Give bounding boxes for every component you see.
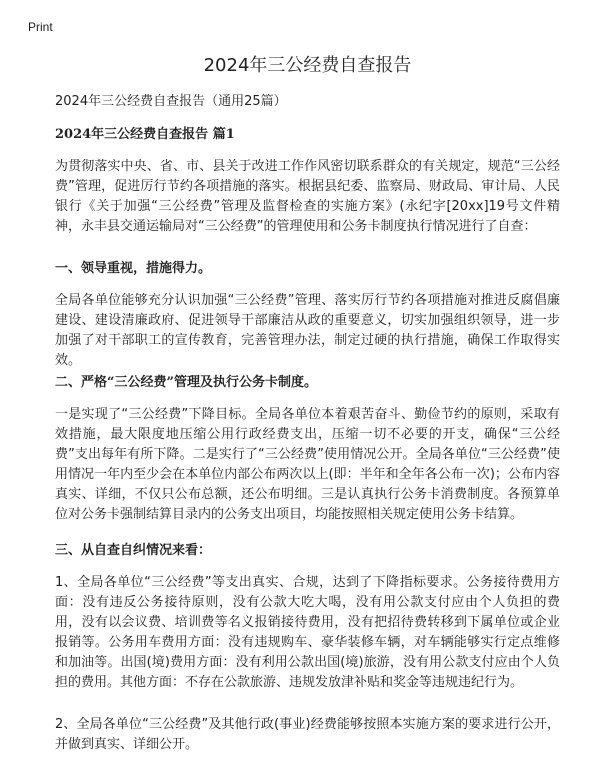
section-heading-2: 二、严格“三公经费”管理及执行公务卡制度。 xyxy=(55,375,317,390)
paragraph-2: 一是实现了“三公经费”下降目标。全局各单位本着艰苦奋斗、勤俭节约的原则，采取有效措施，最大限度地压缩公用行政经费支出，压缩一切不必要的开支，确保“三公经费”支出每年有所下降。二是实行了“三公经费”使用情况公开。全局各单位“三公经费”使用情况一年内至少会在本单位内部公布两次以上(即：半年和全年各公布一次)；公布内容真实、详细，不仅只公布总额，还公布明细。三是认真执行公务卡消费制度。各预算单位对公务卡强制结算目录内的公务支出项目，均能按照相关规定使用公务卡结算。 xyxy=(55,407,560,522)
document-subtitle: 2024年三公经费自查报告（通用25篇） xyxy=(55,94,287,109)
intro-paragraph: 为贯彻落实中央、省、市、县关于改进工作作风密切联系群众的有关规定，规范“三公经费”管理，促进厉行节约各项措施的落实。根据县纪委、监察局、财政局、审计局、人民银行《关于加强“三公经费”管理及监督检查的实施方案》(永纪字[20xx]19号文件精神，永丰县交通运输局对“三公经费”的管理使用和公务卡制度执行情况进行了自查： xyxy=(55,159,560,234)
section-heading-3: 三、从自查自纠情况来看： xyxy=(55,543,212,558)
paragraph-3: 1、全局各单位“三公经费”等支出真实、合规，达到了下降指标要求。公务接待费用方面：没有违反公务接待原则，没有公款大吃大喝，没有用公款支付应由个人负担的费用，没有以会议费、培训费等名义报销接待费用，没有把招待费转移到下属单位或企业报销等。公务用车费用方面：没有违规购车、豪华装修车辆，对车辆能够实行定点维修和加油等。出国(境)费用方面：没有利用公款出国(境)旅游，没有用公款支付应由个人负担的费用。其他方面：不存在公款旅游、违规发放津补贴和奖金等违规违纪行为。 xyxy=(55,575,560,690)
page-title: 2024年三公经费自查报告 xyxy=(203,55,412,76)
section-heading-1: 一、领导重视，措施得力。 xyxy=(55,261,212,276)
paragraph-1: 全局各单位能够充分认识加强“三公经费”管理、落实厉行节约各项措施对推进反腐倡廉建设、建设清廉政府、促进领导干部廉洁从政的重要意义，切实加强组织领导，进一步加强了对干部职工的宣传教育，完善管理办法，制定过硬的执行措施，确保工作取得实效。 xyxy=(55,293,560,368)
part-heading: 2024年三公经费自查报告 篇1 xyxy=(55,127,235,142)
paragraph-4: 2、全局各单位“三公经费”及其他行政(事业)经费能够按照本实施方案的要求进行公开，并做到真实、详细公开。 xyxy=(55,717,560,752)
print-link[interactable]: Print xyxy=(28,20,53,34)
